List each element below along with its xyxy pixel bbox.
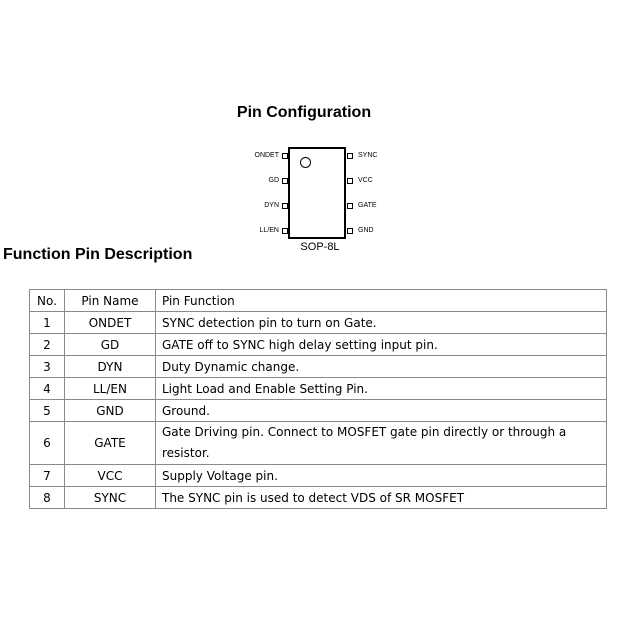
table-header-row bbox=[30, 290, 607, 312]
pin-2-pad bbox=[282, 178, 288, 184]
row-pin-name: LL/EN bbox=[65, 378, 156, 400]
pin-5-pad bbox=[347, 228, 353, 234]
table-row bbox=[30, 378, 607, 400]
pin-8-label: SYNC bbox=[358, 152, 378, 159]
row-pin-name: SYNC bbox=[65, 487, 156, 509]
function-pin-description-title: Function Pin Description bbox=[3, 246, 193, 263]
pin-6-label: GATE bbox=[358, 202, 377, 209]
row-no: 5 bbox=[30, 400, 65, 422]
row-pin-function: Ground. bbox=[156, 400, 607, 422]
pin-function-table bbox=[29, 289, 607, 509]
header-pin-function: Pin Function bbox=[156, 290, 607, 312]
row-pin-function: Supply Voltage pin. bbox=[156, 465, 607, 487]
pin-8-pad bbox=[347, 153, 353, 159]
row-pin-function: Duty Dynamic change. bbox=[156, 356, 607, 378]
pin-4-pad bbox=[282, 228, 288, 234]
row-no: 6 bbox=[30, 422, 65, 465]
pin-6-pad bbox=[347, 203, 353, 209]
table-row bbox=[30, 422, 607, 465]
header-no: No. bbox=[30, 290, 65, 312]
package-label: SOP-8L bbox=[300, 241, 340, 253]
row-no: 2 bbox=[30, 334, 65, 356]
row-pin-name: VCC bbox=[65, 465, 156, 487]
table-row bbox=[30, 312, 607, 334]
row-pin-function: The SYNC pin is used to detect VDS of SR MOSFET bbox=[156, 487, 607, 509]
row-no: 3 bbox=[30, 356, 65, 378]
pin-1-pad bbox=[282, 153, 288, 159]
row-pin-name: GATE bbox=[65, 422, 156, 465]
pin1-marker-icon bbox=[300, 157, 311, 168]
pin-2-label: GD bbox=[268, 177, 279, 184]
pin-7-pad bbox=[347, 178, 353, 184]
pin-configuration-title: Pin Configuration bbox=[236, 104, 372, 121]
table-row bbox=[30, 465, 607, 487]
pin-3-pad bbox=[282, 203, 288, 209]
row-no: 1 bbox=[30, 312, 65, 334]
header-pin-name: Pin Name bbox=[65, 290, 156, 312]
row-pin-function: GATE off to SYNC high delay setting input pin. bbox=[156, 334, 607, 356]
table-row bbox=[30, 400, 607, 422]
row-pin-name: GND bbox=[65, 400, 156, 422]
table-row bbox=[30, 487, 607, 509]
row-pin-name: ONDET bbox=[65, 312, 156, 334]
pin-1-label: ONDET bbox=[254, 152, 279, 159]
row-pin-name: GD bbox=[65, 334, 156, 356]
row-pin-name: DYN bbox=[65, 356, 156, 378]
row-no: 7 bbox=[30, 465, 65, 487]
ic-package-body bbox=[288, 147, 346, 239]
pin-3-label: DYN bbox=[264, 202, 279, 209]
pin-5-label: GND bbox=[358, 227, 374, 234]
pin-4-label: LL/EN bbox=[259, 227, 279, 234]
row-no: 8 bbox=[30, 487, 65, 509]
row-pin-function: SYNC detection pin to turn on Gate. bbox=[156, 312, 607, 334]
pin-7-label: VCC bbox=[358, 177, 373, 184]
row-pin-function: Light Load and Enable Setting Pin. bbox=[156, 378, 607, 400]
row-no: 4 bbox=[30, 378, 65, 400]
table-row bbox=[30, 334, 607, 356]
row-pin-function: Gate Driving pin. Connect to MOSFET gate pin directly or through a resistor. bbox=[156, 422, 607, 465]
table-row bbox=[30, 356, 607, 378]
